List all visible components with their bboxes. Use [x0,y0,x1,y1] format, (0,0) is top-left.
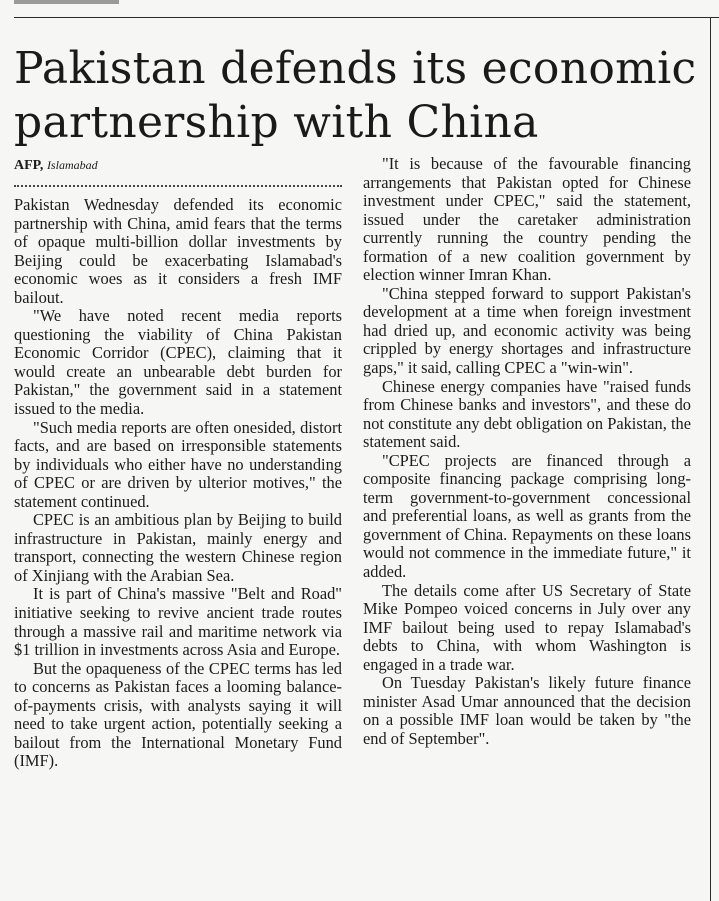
paragraph: But the opaqueness of the CPEC terms has led to concerns as Pakistan faces a looming balance-of-payments crisis, with analysts saying it will need to take urgent action, potentially seeking a bailout from the International Monetary Fund (IMF). [14,658,342,771]
headline: Pakistan defends its economic partnership with China [14,43,697,148]
section-tab-strip [14,0,119,4]
paragraph: "It is because of the favourable financing arrangements that Pakistan opted for Chinese investment under CPEC," said the statement, issued under the caretaker administration currently running the country pending the formation of a new coalition government by election winner Imran Khan. [363,154,691,285]
byline-agency: AFP, [14,158,44,173]
top-rule [14,17,719,18]
dotted-divider [14,185,342,187]
paragraph: "We have noted recent media reports questioning the viability of China Pakistan Economic Corridor (CPEC), claiming that it would create an unbearable debt burden for Pakistan," the government said in a statement issued to the media. [14,306,342,419]
paragraph: "CPEC projects are financed through a composite financing package comprising long-term government-to-government concessional and preferential loans, as well as grants from the government of China. Repayments on these loans would not commence in the immediate future," it added. [363,450,691,582]
article-column-1 [14,196,342,771]
paragraph: It is part of China's massive "Belt and Road" initiative seeking to revive ancient trade routes through a massive rail and maritime network via $1 trillion in investments across Asia and Europe. [14,584,342,660]
article-column-2 [363,155,691,749]
column-rule [710,17,711,901]
paragraph: On Tuesday Pakistan's likely future finance minister Asad Umar announced that the decision on a possible IMF loan would be taken by "the end of September". [363,673,691,748]
byline [14,156,98,175]
byline-city: Islamabad [46,158,98,172]
paragraph: "China stepped forward to support Pakistan's development at a time when foreign investment had dried up, and economic activity was being crippled by energy shortages and infrastructure gaps," it said, calling CPEC a "win-win". [363,283,691,378]
paragraph: Chinese energy companies have "raised funds from Chinese banks and investors", and these do not constitute any debt obligation on Pakistan, the statement said. [363,376,691,452]
paragraph: CPEC is an ambitious plan by Beijing to build infrastructure in Pakistan, mainly energy and transport, connecting the western Chinese region of Xinjiang with the Arabian Sea. [14,510,342,585]
paragraph: The details come after US Secretary of State Mike Pompeo voiced concerns in July over any IMF bailout being used to repay Islamabad's debts to China, with whom Washington is engaged in a trade war. [363,580,691,674]
paragraph: "Such media reports are often onesided, distort facts, and are based on irresponsible statements by individuals who either have no understanding of CPEC or are driven by ulterior motives," the statement continued. [14,417,342,511]
paragraph: Pakistan Wednesday defended its economic partnership with China, amid fears that the terms of opaque multi-billion dollar investments by Beijing could be exacerbating Islamabad's economic woes as it considers a fresh IMF bailout. [14,195,342,307]
